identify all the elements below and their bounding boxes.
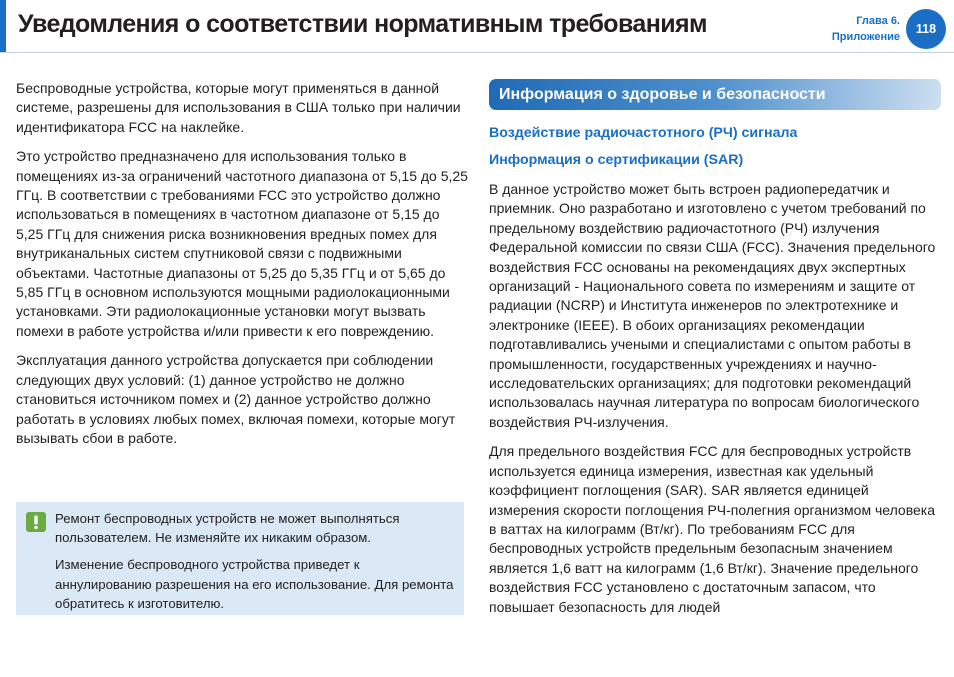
warning-icon [26,512,46,532]
paragraph: Это устройство предназначено для использования только в помещениях из-за ограничений частотного диапазона от 5,15 до 5,25 ГГц. В соответствии с требованиями FCC это устройство должно использоваться в помещениях в частотном диапазоне от 5,15 до 5,25 ГГц для снижения риска возникновения вредных помех для внутриканальных систем спутниковой связи с подвижными объектами. Частотные диапазоны от 5,25 до 5,35 ГГц и от 5,65 до 5,85 ГГц в основном используются мощными радиолокационными установками. Эти радиолокационные установки могут вызвать помехи в работе устройства и/или привести к его повреждению. [16,148,468,339]
warning-note [16,502,464,615]
note-paragraph: Ремонт беспроводных устройств не может выполняться пользователем. Не изменяйте их никаким образом. [55,511,400,546]
paragraph: Эксплуатация данного устройства допускается при соблюдении следующих двух условий: (1) данное устройство не должно становиться источником помех и (2) данное устройство должно работать в условиях любых помех, включая помехи, которые могут вызывать сбои в работе. [16,352,456,446]
header-accent-bar [0,0,6,52]
page-number-badge: 118 [906,9,946,49]
subheading-sar: Информация о сертификации (SAR) [489,152,744,168]
paragraph: В данное устройство может быть встроен радиопередатчик и приемник. Оно разработано и изготовлено с учетом требований по предельному воздействию радиочастотного (РЧ) излучения Федеральной комиссии по связи США (FCC). Значения предельного воздействия FCC основаны на рекомендациях двух экспертных организаций - Национального совета по измерениям и защите от радиации (NCRP) и Института инженеров по электротехнике и электронике (IEEE). В обоих организациях рекомендации подготавливались учеными и специалистами с опытом работы в промышленности, государственных учреждениях и научно-исследовательских организациях; для подготовки рекомендаций использовалась научная литература по вопросам биологического воздействия РЧ-излучения. [489,181,936,430]
chapter-title: Приложение [831,31,900,43]
page-title: Уведомления о соответствии нормативным требованиям [18,10,707,38]
right-column [489,79,941,627]
note-paragraph: Изменение беспроводного устройства приведет к аннулированию разрешения на его использование. Для ремонта обратитесь к изготовителю. [55,557,454,611]
paragraph: Для предельного воздействия FCC для беспроводных устройств используется единица измерения, известная как удельный коэффициент поглощения (SAR). SAR является единицей измерения скорости поглощения РЧ-полегния организмом человека в ваттах на килограмм (Вт/кг). По требованиям FCC для беспроводных устройств предельным безопасным значением является 1,6 ватт на килограмм (1,6 Вт/кг). Значение предельного воздействия FCC установлено с достаточным запасом, что повышает безопасность для людей [489,443,935,615]
paragraph: Беспроводные устройства, которые могут применяться в данной системе, разрешены для использования в США только при наличии идентификатора FCC на наклейке. [16,80,461,135]
note-text [55,509,455,621]
section-header [489,79,941,110]
section-title: Информация о здоровье и безопасности [499,85,826,103]
left-column [16,79,468,458]
chapter-label [832,13,900,45]
header-divider [0,52,954,53]
subheading-rf-exposure: Воздействие радиочастотного (РЧ) сигнала [489,125,798,141]
chapter-number: Глава 6. [856,15,900,27]
